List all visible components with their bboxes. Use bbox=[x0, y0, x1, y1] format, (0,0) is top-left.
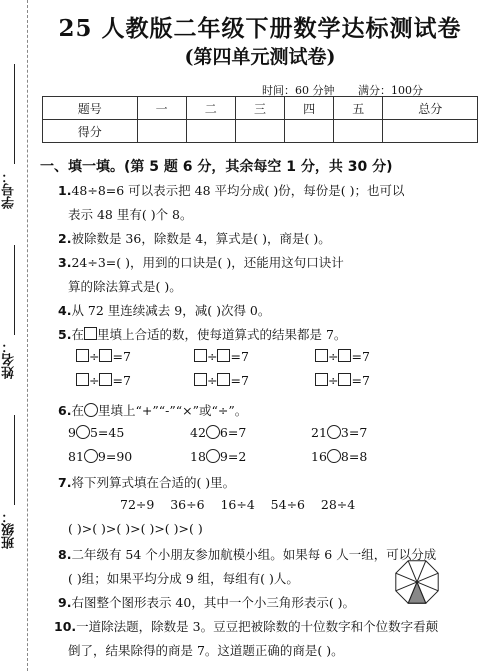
q5-expression: ÷ =7 bbox=[315, 349, 370, 364]
operator-circle[interactable] bbox=[76, 425, 90, 439]
q7-order-blanks[interactable]: ( )>( )>( )>( )>( )>( ) bbox=[68, 521, 203, 536]
score-cell: 五 bbox=[334, 97, 383, 120]
section-heading: 一、填一填。(第 5 题 6 分，其余每空 1 分，共 30 分) bbox=[40, 159, 393, 175]
question-text: 右图整个图形表示 40，其中一个小三角形表示( )。 bbox=[71, 595, 356, 610]
question-2 bbox=[58, 229, 331, 247]
question-9 bbox=[58, 593, 355, 611]
answer-box[interactable] bbox=[315, 373, 328, 386]
question-text: 在 bbox=[71, 327, 84, 342]
score-table-score-row bbox=[43, 120, 478, 143]
class-line bbox=[14, 415, 15, 505]
question-3-line-1 bbox=[58, 253, 344, 271]
circle-box-icon bbox=[84, 403, 98, 417]
question-text: 从 72 里连续减去 9，减( )次得 0。 bbox=[71, 303, 271, 318]
binding-margin-rule bbox=[27, 0, 28, 671]
answer-box[interactable] bbox=[338, 349, 351, 362]
question-number: 10. bbox=[54, 619, 77, 634]
operator-circle[interactable] bbox=[206, 425, 220, 439]
question-number: 7. bbox=[58, 475, 72, 490]
question-text: 里填上合适的数，使每道算式的结果都是 7。 bbox=[96, 327, 347, 342]
q6-expression: 9 5=45 bbox=[68, 425, 125, 440]
question-number: 3. bbox=[58, 255, 72, 270]
question-text: 里填上“+”“-”“×”或“÷”。 bbox=[97, 403, 248, 418]
q6-expression: 81 9=90 bbox=[68, 449, 133, 464]
score-input-cell[interactable] bbox=[383, 120, 478, 143]
score-cell: 三 bbox=[235, 97, 284, 120]
q5-expression: ÷ =7 bbox=[76, 349, 131, 364]
question-text: 24÷3=( )，用到的口诀是( )，还能用这句口诀计 bbox=[71, 255, 344, 270]
question-text: 48÷8=6 可以表示把 48 平均分成( )份，每份是( )；也可以 bbox=[71, 183, 405, 198]
score-table bbox=[42, 96, 478, 143]
question-number: 5. bbox=[58, 327, 72, 342]
operator-circle[interactable] bbox=[84, 449, 98, 463]
question-10-line-1 bbox=[54, 617, 438, 635]
answer-box[interactable] bbox=[76, 349, 89, 362]
question-4 bbox=[58, 301, 270, 319]
q6-expression: 42 6=7 bbox=[190, 425, 247, 440]
answer-box[interactable] bbox=[315, 349, 328, 362]
class-label: 班级： bbox=[2, 510, 17, 549]
answer-box[interactable] bbox=[99, 349, 112, 362]
q5-expression: ÷ =7 bbox=[76, 373, 131, 388]
question-text: 一道除法题，除数是 3。豆豆把被除数的十位数字和个位数字看颠 bbox=[76, 619, 439, 634]
name-line bbox=[14, 245, 15, 335]
score-input-cell[interactable] bbox=[235, 120, 284, 143]
question-text: 将下列算式填在合适的( )里。 bbox=[71, 475, 236, 490]
score-input-cell[interactable] bbox=[186, 120, 235, 143]
score-cell: 一 bbox=[137, 97, 186, 120]
score-cell: 得分 bbox=[43, 120, 138, 143]
score-input-cell[interactable] bbox=[285, 120, 334, 143]
operator-circle[interactable] bbox=[327, 449, 341, 463]
score-cell: 二 bbox=[186, 97, 235, 120]
answer-box[interactable] bbox=[338, 373, 351, 386]
answer-box[interactable] bbox=[76, 373, 89, 386]
q5-expression: ÷ =7 bbox=[194, 373, 249, 388]
exam-time: 时间：60 分钟 bbox=[262, 84, 335, 97]
operator-circle[interactable] bbox=[327, 425, 341, 439]
question-1-line-1 bbox=[58, 181, 405, 199]
student-id-line bbox=[14, 64, 15, 164]
exam-full-score: 满分：100分 bbox=[358, 84, 423, 97]
score-cell: 总分 bbox=[383, 97, 478, 120]
question-text: 二年级有 54 个小朋友参加航模小组。如果每 6 人一组，可以分成 bbox=[71, 547, 437, 562]
question-5 bbox=[58, 325, 346, 343]
question-number: 9. bbox=[58, 595, 72, 610]
page-title: 25 人教版二年级下册数学达标测试卷 bbox=[58, 15, 462, 42]
answer-box[interactable] bbox=[99, 373, 112, 386]
question-6 bbox=[58, 401, 247, 419]
question-number: 2. bbox=[58, 231, 72, 246]
score-table-header-row bbox=[43, 97, 478, 120]
score-cell: 题号 bbox=[43, 97, 138, 120]
square-box-icon bbox=[84, 327, 97, 340]
question-number: 4. bbox=[58, 303, 72, 318]
score-input-cell[interactable] bbox=[137, 120, 186, 143]
shaded-triangle bbox=[408, 582, 426, 603]
score-input-cell[interactable] bbox=[334, 120, 383, 143]
student-id-label: 学号： bbox=[2, 170, 17, 209]
question-text: 在 bbox=[71, 403, 84, 418]
question-8-line-1 bbox=[58, 545, 436, 563]
question-number: 6. bbox=[58, 403, 72, 418]
answer-box[interactable] bbox=[194, 373, 207, 386]
question-10-line-2: 倒了，结果除得的商是 7。这道题正确的商是( )。 bbox=[68, 643, 344, 658]
octagon-figure bbox=[394, 559, 440, 605]
answer-box[interactable] bbox=[217, 349, 230, 362]
name-label: 姓名： bbox=[2, 340, 17, 379]
q6-expression: 16 8=8 bbox=[311, 449, 368, 464]
page-subtitle: (第四单元测试卷) bbox=[184, 46, 336, 68]
question-text: 被除数是 36，除数是 4，算式是( )，商是( )。 bbox=[71, 231, 331, 246]
q6-expression: 18 9=2 bbox=[190, 449, 247, 464]
question-8-line-2: ( )组；如果平均分成 9 组，每组有( )人。 bbox=[68, 571, 299, 586]
q6-expression: 21 3=7 bbox=[311, 425, 368, 440]
question-3-line-2: 算的除法算式是( )。 bbox=[68, 279, 182, 294]
q7-expressions: 72÷9 36÷6 16÷4 54÷6 28÷4 bbox=[120, 497, 356, 512]
question-number: 1. bbox=[58, 183, 72, 198]
answer-box[interactable] bbox=[194, 349, 207, 362]
question-7 bbox=[58, 473, 235, 491]
answer-box[interactable] bbox=[217, 373, 230, 386]
question-1-line-2: 表示 48 里有( )个 8。 bbox=[68, 207, 193, 222]
question-number: 8. bbox=[58, 547, 72, 562]
q5-expression: ÷ =7 bbox=[315, 373, 370, 388]
operator-circle[interactable] bbox=[206, 449, 220, 463]
score-cell: 四 bbox=[285, 97, 334, 120]
q5-expression: ÷ =7 bbox=[194, 349, 249, 364]
